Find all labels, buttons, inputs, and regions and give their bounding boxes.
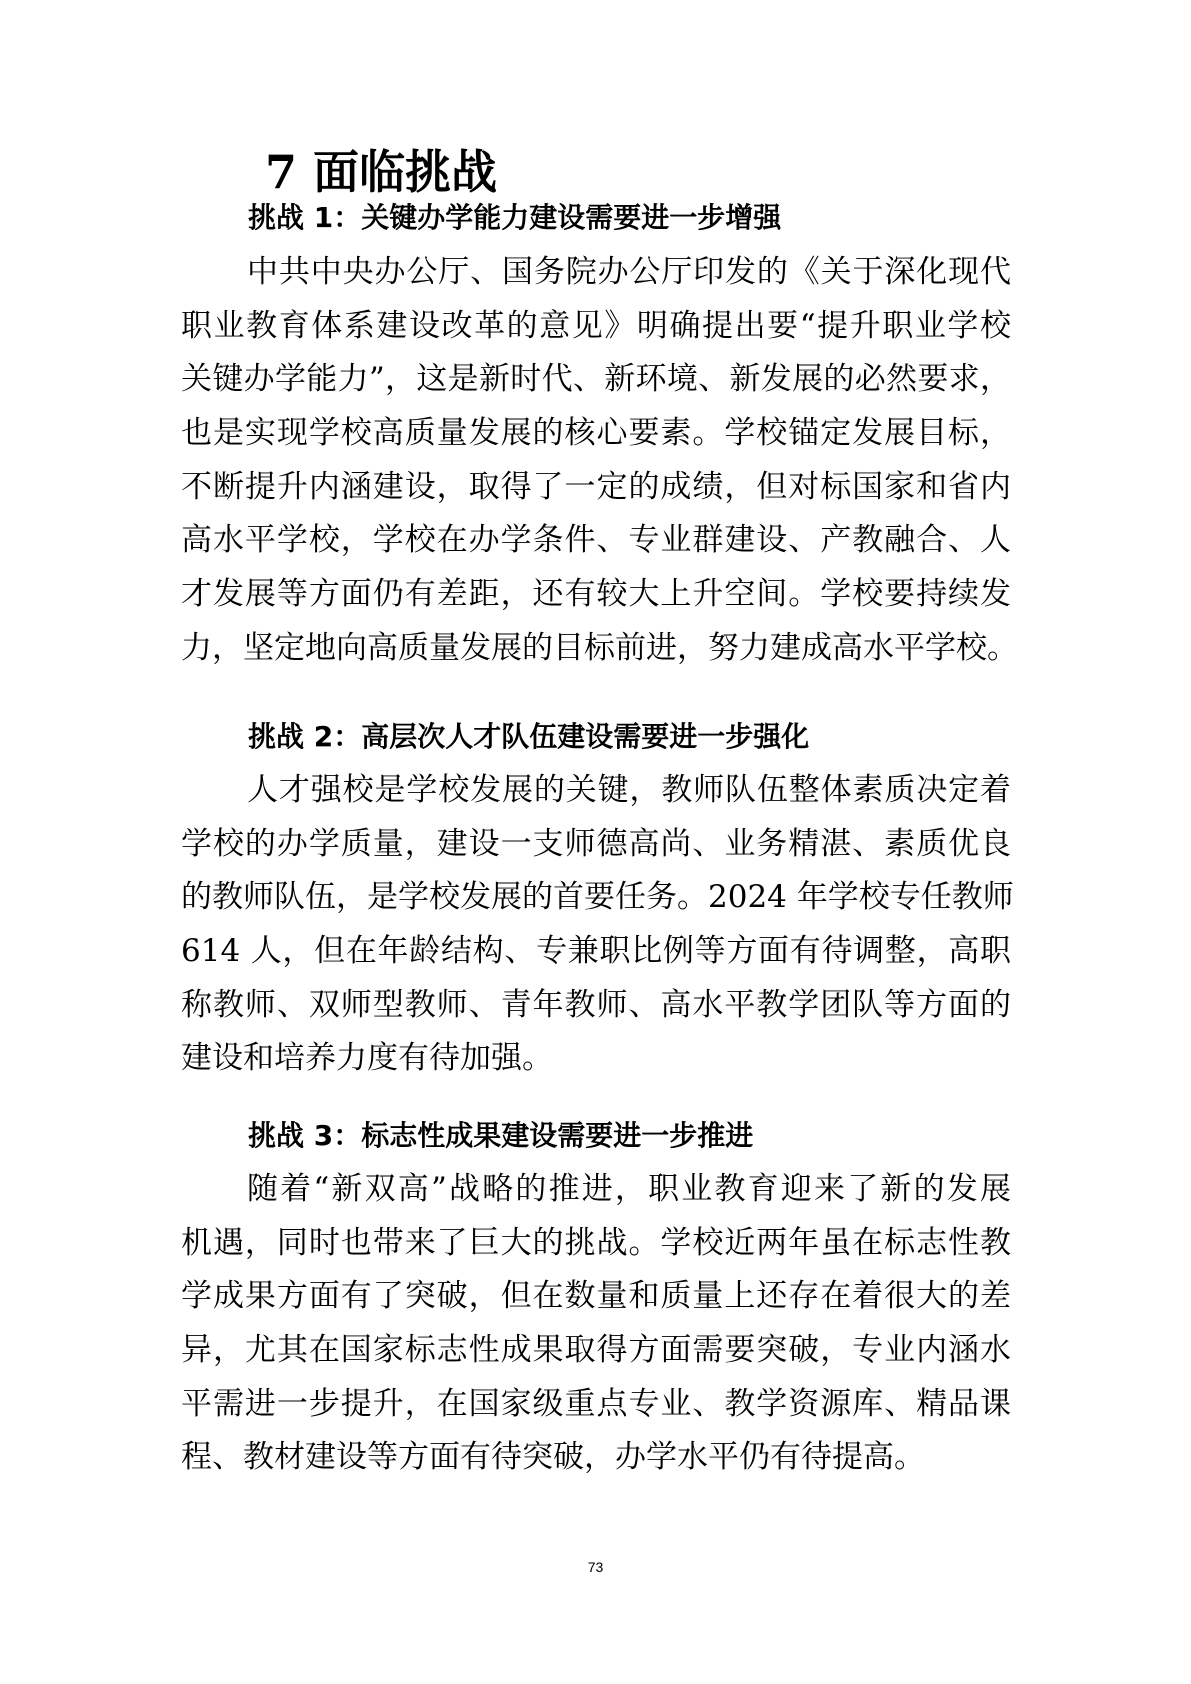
section-paragraph-1 (181, 246, 1018, 676)
section-paragraph-2 (181, 764, 1014, 1086)
paragraph-line: 异，尤其在国家标志性成果取得方面需要突破，专业内涵水 (181, 1332, 1011, 1369)
chapter-title: 7 面临挑战 (265, 145, 498, 199)
paragraph-line: 随着“新双高”战略的推进，职业教育迎来了新的发展 (247, 1171, 1011, 1207)
paragraph-line: 关键办学能力”，这是新时代、新环境、新发展的必然要求， (181, 361, 1011, 398)
paragraph-line: 建设和培养力度有待加强。 (181, 1040, 553, 1077)
section-heading-1: 挑战 1：关键办学能力建设需要进一步增强 (248, 201, 782, 234)
paragraph-line: 程、教材建设等方面有待突破，办学水平仍有待提高。 (181, 1439, 925, 1476)
paragraph-line: 学成果方面有了突破，但在数量和质量上还存在着很大的差 (181, 1278, 1011, 1315)
paragraph-line: 也是实现学校高质量发展的核心要素。学校锚定发展目标， (181, 415, 1011, 452)
paragraph-line: 平需进一步提升，在国家级重点专业、教学资源库、精品课 (181, 1385, 1011, 1422)
paragraph-line: 学校的办学质量，建设一支师德高尚、业务精湛、素质优良 (181, 825, 1011, 862)
paragraph-line: 的教师队伍，是学校发展的首要任务。2024 年学校专任教师 (181, 879, 1014, 916)
section-heading-3: 挑战 3：标志性成果建设需要进一步推进 (248, 1119, 754, 1152)
page-number: 73 (587, 1559, 604, 1575)
paragraph-line: 才发展等方面仍有差距，还有较大上升空间。学校要持续发 (181, 576, 1011, 613)
paragraph-line: 人才强校是学校发展的关键，教师队伍整体素质决定着 (247, 772, 1011, 808)
section-heading-2: 挑战 2：高层次人才队伍建设需要进一步强化 (248, 720, 810, 753)
paragraph-line: 称教师、双师型教师、青年教师、高水平教学团队等方面的 (181, 986, 1011, 1023)
paragraph-line: 614 人，但在年龄结构、专兼职比例等方面有待调整，高职 (181, 933, 1011, 970)
paragraph-line: 机遇，同时也带来了巨大的挑战。学校近两年虽在标志性教 (181, 1224, 1011, 1261)
paragraph-line: 不断提升内涵建设，取得了一定的成绩，但对标国家和省内 (181, 468, 1011, 505)
paragraph-line: 中共中央办公厅、国务院办公厅印发的《关于深化现代 (247, 254, 1011, 290)
paragraph-line: 力，坚定地向高质量发展的目标前进，努力建成高水平学校。 (181, 629, 1018, 666)
section-paragraph-3 (181, 1163, 1011, 1485)
paragraph-line: 职业教育体系建设改革的意见》明确提出要“提升职业学校 (181, 307, 1011, 344)
paragraph-line: 高水平学校，学校在办学条件、专业群建设、产教融合、人 (181, 522, 1011, 559)
